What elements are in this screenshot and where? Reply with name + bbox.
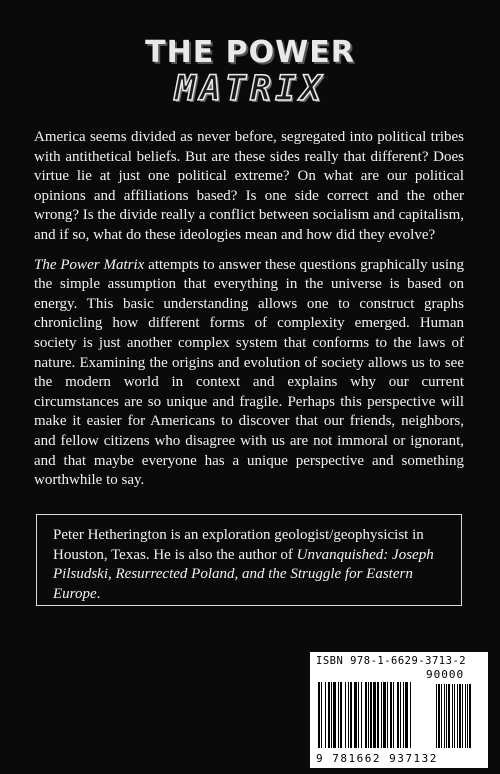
barcode-bar (403, 682, 404, 748)
barcode-addon-bar (444, 684, 445, 748)
barcode-bar (377, 682, 379, 748)
barcode-bar (354, 682, 357, 748)
barcode-addon-bar (448, 684, 450, 748)
barcode-addon-bar (459, 684, 461, 748)
barcode-bar (331, 682, 332, 748)
title-line-2: MATRIX (174, 69, 326, 109)
barcode-bar (348, 682, 349, 748)
barcode-addon-bar (457, 684, 458, 748)
barcode-addon-bar (454, 684, 455, 748)
barcode-addon-bar (462, 684, 463, 748)
blurb-paragraph-2 (34, 256, 464, 491)
barcode-bar (370, 682, 372, 748)
barcode-bar (410, 682, 411, 748)
barcode-bar (393, 682, 394, 748)
barcode-digits: 9 781662 937132 (316, 752, 438, 765)
barcode-addon-bar (467, 684, 468, 748)
barcode-bar (358, 682, 359, 748)
barcode-bar (325, 682, 326, 748)
barcode-addon-bar (465, 684, 466, 748)
barcode-bar (381, 682, 382, 748)
barcode-addon-bar (446, 684, 447, 748)
author-bio-text: Peter Hetherington is an exploration geologist/geophysicist in Houston, Texas. He is also the author of (53, 527, 424, 563)
barcode-bar (328, 682, 330, 748)
blurb-paragraph-2-text: attempts to answer these questions graphically using the simple assumption that everything in the universe is based on energy. This basic understanding allows one to construct graphs chronicling how different forms of complexity emerged. Human society is just another complex system that conforms to the laws of nature. Examining the origins and evolution of society allows us to see the modern world in context and explains why our current circumstances are so unique and fragile. Perhaps this perspective will make it easier for Americans to discover that our friends, neighbors, and fellow citizens who disagree with us are not immoral or ignorant, and that maybe everyone has a unique perspective and something worthwhile to say. (34, 256, 464, 489)
author-bio-end: . (96, 585, 101, 602)
barcode-bar (397, 682, 399, 748)
barcode-addon-bar (438, 684, 440, 748)
barcode-bar (350, 682, 352, 748)
barcode-bar (373, 682, 376, 748)
barcode-bar (333, 682, 336, 748)
author-other-book-title: Unvanquished: Joseph Pilsudski, Resurrected Poland, and the Struggle for Eastern Europe (53, 546, 434, 602)
barcode-bar (390, 682, 392, 748)
barcode-bar (338, 682, 339, 748)
barcode-addon-bar (436, 684, 437, 748)
title-line-1: THE POWER (145, 35, 355, 70)
barcode-bar (365, 682, 367, 748)
isbn-barcode (310, 652, 488, 768)
barcode-bar (318, 682, 320, 748)
barcode-bar (405, 682, 408, 748)
blurb-book-title: The Power Matrix (34, 256, 145, 273)
barcode-addon-bar (441, 684, 442, 748)
barcode-addon-bar (469, 684, 471, 748)
barcode-bar (368, 682, 369, 748)
price-code: 90000 (426, 668, 465, 681)
book-title (0, 36, 500, 108)
isbn-number: ISBN 978-1-6629-3713-2 (316, 655, 467, 667)
author-bio-box (36, 514, 462, 606)
barcode-addon-bar (452, 684, 453, 748)
barcode-bars (318, 682, 480, 752)
barcode-bar (400, 682, 401, 748)
blurb-paragraph-1: America seems divided as never before, segregated into political tribes with antithetical beliefs. But are these sides really that different? Does virtue lie at just one political extreme? On what are our political opinions and affiliations based? Is one side correct and the other wrong? Is the divide really a conflict between socialism and capitalism, and if so, what do these ideologies mean and how did they evolve? (34, 129, 464, 243)
barcode-bar (340, 682, 342, 748)
barcode-bar (383, 682, 386, 748)
barcode-bar (321, 682, 322, 748)
barcode-bar (361, 682, 362, 748)
back-cover-blurb (34, 128, 464, 501)
barcode-bar (387, 682, 388, 748)
barcode-bar (345, 682, 346, 748)
